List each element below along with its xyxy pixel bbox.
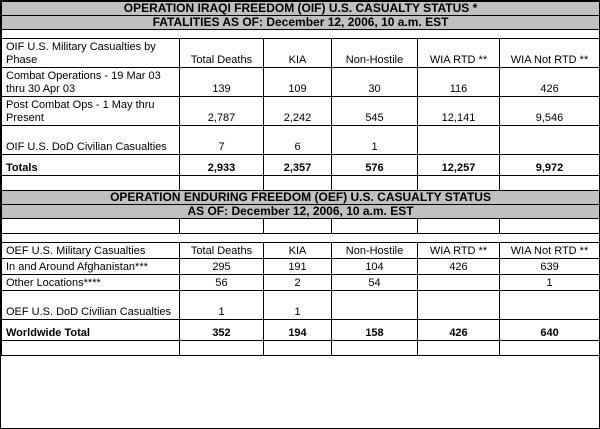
oif-header-wia-rtd: WIA RTD **: [418, 39, 500, 68]
kia-total: 194: [264, 320, 332, 341]
cell-non-hostile: 30: [332, 68, 418, 97]
cell-wia-not-rtd: [500, 291, 600, 320]
oif-totals-row: [2, 155, 600, 176]
casualty-table: [1, 1, 600, 356]
cell-wia-rtd: [418, 126, 500, 155]
non-hostile-total: 576: [332, 155, 418, 176]
cell-kia: 191: [264, 259, 332, 275]
cell-wia-not-rtd: [500, 126, 600, 155]
cell-non-hostile: [332, 291, 418, 320]
cell-total-deaths: 7: [180, 126, 264, 155]
row-label: Other Locations****: [2, 275, 180, 291]
table-row: [2, 97, 600, 126]
oef-header-wia-rtd: WIA RTD **: [418, 243, 500, 259]
cell-non-hostile: 545: [332, 97, 418, 126]
oif-title: OPERATION IRAQI FREEDOM (OIF) U.S. CASUALTY STATUS *: [2, 2, 600, 16]
cell-wia-rtd: [418, 275, 500, 291]
cell-kia: 2: [264, 275, 332, 291]
cell-total-deaths: 56: [180, 275, 264, 291]
table-row: [2, 68, 600, 97]
spacer-row: [2, 341, 600, 356]
non-hostile-total: 158: [332, 320, 418, 341]
spacer-row: [2, 176, 600, 191]
oef-header-row: [2, 243, 600, 259]
wia-rtd-total: 426: [418, 320, 500, 341]
cell-kia: 6: [264, 126, 332, 155]
table-row: [2, 275, 600, 291]
cell-wia-rtd: 12,141: [418, 97, 500, 126]
cell-wia-not-rtd: 639: [500, 259, 600, 275]
cell-wia-rtd: 116: [418, 68, 500, 97]
oif-header-wia-not-rtd: WIA Not RTD **: [500, 39, 600, 68]
oef-header-wia-not-rtd: WIA Not RTD **: [500, 243, 600, 259]
oef-title: OPERATION ENDURING FREEDOM (OEF) U.S. CASUALTY STATUS: [2, 191, 600, 205]
cell-non-hostile: 1: [332, 126, 418, 155]
cell-wia-rtd: 426: [418, 259, 500, 275]
wia-rtd-total: 12,257: [418, 155, 500, 176]
cell-wia-not-rtd: 1: [500, 275, 600, 291]
totals-label: Worldwide Total: [2, 320, 180, 341]
cell-total-deaths: 1: [180, 291, 264, 320]
oif-header-phase: OIF U.S. Military Casualties by Phase: [2, 39, 180, 68]
oef-subtitle: AS OF: December 12, 2006, 10 a.m. EST: [2, 205, 600, 219]
cell-kia: 109: [264, 68, 332, 97]
total-deaths-total: 352: [180, 320, 264, 341]
wia-not-rtd-total: 640: [500, 320, 600, 341]
spacer-row: [2, 219, 600, 234]
spacer-row: [2, 30, 600, 39]
oef-header-total-deaths: Total Deaths: [180, 243, 264, 259]
oef-header-category: OEF U.S. Military Casualties: [2, 243, 180, 259]
cell-kia: 1: [264, 291, 332, 320]
cell-total-deaths: 2,787: [180, 97, 264, 126]
oif-header-total-deaths: Total Deaths: [180, 39, 264, 68]
oif-header-row: [2, 39, 600, 68]
oif-header-non-hostile: Non-Hostile: [332, 39, 418, 68]
table-row: [2, 259, 600, 275]
totals-label: Totals: [2, 155, 180, 176]
total-deaths-total: 2,933: [180, 155, 264, 176]
cell-total-deaths: 139: [180, 68, 264, 97]
oef-header-kia: KIA: [264, 243, 332, 259]
cell-non-hostile: 54: [332, 275, 418, 291]
oif-header-kia: KIA: [264, 39, 332, 68]
row-label: OIF U.S. DoD Civilian Casualties: [2, 126, 180, 155]
oef-header-non-hostile: Non-Hostile: [332, 243, 418, 259]
row-label: OEF U.S. DoD Civilian Casualties: [2, 291, 180, 320]
wia-not-rtd-total: 9,972: [500, 155, 600, 176]
spacer-row: [2, 234, 600, 243]
table-row: [2, 291, 600, 320]
cell-wia-rtd: [418, 291, 500, 320]
cell-total-deaths: 295: [180, 259, 264, 275]
kia-total: 2,357: [264, 155, 332, 176]
cell-non-hostile: 104: [332, 259, 418, 275]
oef-totals-row: [2, 320, 600, 341]
cell-kia: 2,242: [264, 97, 332, 126]
cell-wia-not-rtd: 9,546: [500, 97, 600, 126]
row-label: Post Combat Ops - 1 May thru Present: [2, 97, 180, 126]
row-label: In and Around Afghanistan***: [2, 259, 180, 275]
cell-wia-not-rtd: 426: [500, 68, 600, 97]
table-row: [2, 126, 600, 155]
oif-subtitle: FATALITIES AS OF: December 12, 2006, 10 a.m. EST: [2, 16, 600, 30]
row-label: Combat Operations - 19 Mar 03 thru 30 Apr 03: [2, 68, 180, 97]
